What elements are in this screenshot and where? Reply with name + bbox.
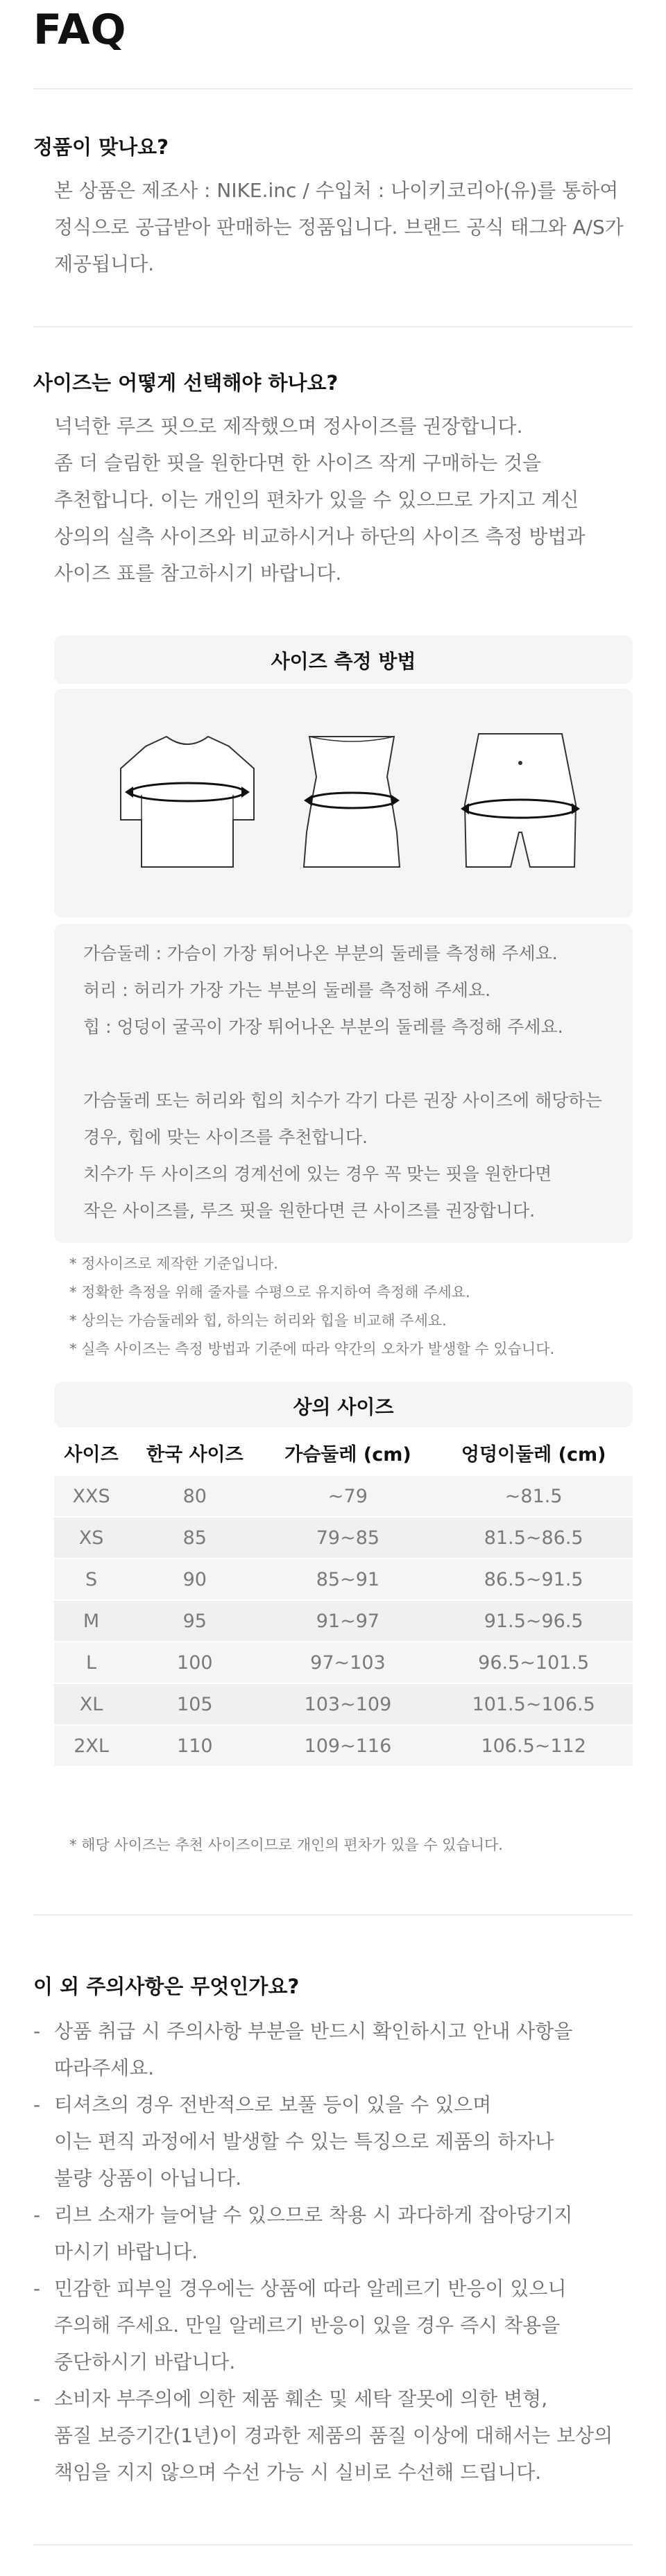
- answer-line: 좀 더 슬림한 핏을 원한다면 한 사이즈 작게 구매하는 것을: [54, 452, 542, 474]
- bullet-text: 리브 소재가 늘어날 수 있으므로 착용 시 과다하게 잡아당기지: [54, 2204, 573, 2226]
- bullet-dash: -: [33, 2093, 41, 2116]
- table-cell: 110: [128, 1724, 261, 1766]
- table-cell: ~81.5: [434, 1475, 633, 1516]
- answer-line: 넉넉한 루즈 핏으로 제작했으며 정사이즈를 권장합니다.: [54, 415, 523, 438]
- table-cell: 85: [128, 1516, 261, 1558]
- table-cell: 106.5~112: [434, 1724, 633, 1766]
- table-row: [54, 1558, 633, 1599]
- answer-authentic: [54, 172, 624, 282]
- measure-line: 치수가 두 사이즈의 경계선에 있는 경우 꼭 맞는 핏을 원한다면: [83, 1164, 552, 1184]
- list-item: [33, 2270, 613, 2380]
- divider: [33, 326, 633, 327]
- table-cell: 2XL: [54, 1724, 128, 1766]
- table-cell: XS: [54, 1516, 128, 1558]
- table-cell: 81.5~86.5: [434, 1516, 633, 1558]
- table-cell: 85~91: [261, 1558, 434, 1599]
- bullet-text: 따라주세요.: [54, 2056, 155, 2079]
- measure-title: 사이즈 측정 방법: [271, 650, 416, 673]
- bullet-text: 책임을 지지 않으며 수선 가능 시 실비로 수선해 드립니다.: [54, 2461, 542, 2484]
- answer-size-select: [54, 408, 586, 592]
- bullet-text: 소비자 부주의에 의한 제품 훼손 및 세탁 잘못에 의한 변형,: [54, 2387, 548, 2410]
- answer-line: 추천합니다. 이는 개인의 편차가 있을 수 있으므로 가지고 계신: [54, 488, 579, 511]
- bullet-text: 민감한 피부일 경우에는 상품에 따라 알레르기 반응이 있으니: [54, 2277, 567, 2300]
- measure-notes: [69, 1250, 554, 1364]
- answer-line: 본 상품은 제조사 : NIKE.inc / 수입처 : 나이키코리아(유)를 통하여: [54, 179, 619, 202]
- table-cell: 96.5~101.5: [434, 1641, 633, 1683]
- table-cell: 91~97: [261, 1599, 434, 1641]
- note-line: * 상의는 가슴둘레와 힙, 하의는 허리와 힙을 비교해 주세요.: [69, 1312, 447, 1329]
- bullet-dash: -: [33, 2020, 41, 2043]
- table-cell: 105: [128, 1683, 261, 1724]
- bullet-dash: -: [33, 2277, 41, 2300]
- size-table-header: 가슴둘레 (cm): [261, 1430, 434, 1475]
- size-table-note: * 해당 사이즈는 추천 사이즈이므로 개인의 편차가 있을 수 있습니다.: [69, 1837, 503, 1853]
- measure-line: 작은 사이즈를, 루즈 핏을 원한다면 큰 사이즈를 권장합니다.: [83, 1201, 536, 1221]
- table-row: [54, 1475, 633, 1516]
- size-table-header: 엉덩이둘레 (cm): [434, 1430, 633, 1475]
- size-table-header-row: [54, 1430, 633, 1475]
- cautions-list: [33, 2013, 613, 2491]
- table-cell: XXS: [54, 1475, 128, 1516]
- question-cautions: 이 외 주의사항은 무엇인가요?: [33, 1975, 300, 1998]
- list-item: [33, 2380, 613, 2491]
- measure-line: [83, 1045, 602, 1082]
- question-size-select: 사이즈는 어떻게 선택해야 하나요?: [33, 371, 339, 395]
- table-cell: 79~85: [261, 1516, 434, 1558]
- measure-line: 허리 : 허리가 가장 가는 부분의 둘레를 측정해 주세요.: [83, 980, 491, 1000]
- size-table-header: 한국 사이즈: [128, 1430, 261, 1475]
- table-cell: M: [54, 1599, 128, 1641]
- table-cell: 109~116: [261, 1724, 434, 1766]
- bullet-dash: -: [33, 2387, 41, 2410]
- answer-line: 상의의 실측 사이즈와 비교하시거나 하단의 사이즈 측정 방법과: [54, 525, 586, 548]
- table-cell: ~79: [261, 1475, 434, 1516]
- measure-line: 힙 : 엉덩이 굴곡이 가장 튀어나온 부분의 둘레를 측정해 주세요.: [83, 1017, 563, 1037]
- table-cell: 101.5~106.5: [434, 1683, 633, 1724]
- table-cell: 80: [128, 1475, 261, 1516]
- table-row: [54, 1641, 633, 1683]
- table-cell: 97~103: [261, 1641, 434, 1683]
- bullet-text: 이는 편직 과정에서 발생할 수 있는 특징으로 제품의 하자나: [54, 2130, 554, 2153]
- faq-title: FAQ: [33, 6, 127, 54]
- bullet-text: 중단하시기 바랍니다.: [54, 2351, 236, 2373]
- bullet-text: 주의해 주세요. 만일 알레르기 반응이 있을 경우 즉시 착용을: [54, 2314, 561, 2337]
- bullet-text: 상품 취급 시 주의사항 부분을 반드시 확인하시고 안내 사항을: [54, 2020, 573, 2043]
- measure-line: 경우, 힙에 맞는 사이즈를 추천합니다.: [83, 1127, 368, 1147]
- note-line: * 실측 사이즈는 측정 방법과 기준에 따라 약간의 오차가 발생할 수 있습니다.: [69, 1341, 555, 1357]
- note-line: * 정사이즈로 제작한 기준입니다.: [69, 1255, 278, 1272]
- hip-measure-icon: [458, 728, 583, 874]
- measure-line: 가슴둘레 또는 허리와 힙의 치수가 각기 다른 권장 사이즈에 해당하는: [83, 1090, 602, 1110]
- bullet-text: 품질 보증기간(1년)이 경과한 제품의 품질 이상에 대해서는 보상의: [54, 2424, 613, 2447]
- chest-measure-icon: [118, 728, 257, 874]
- divider: [33, 88, 633, 89]
- table-cell: 86.5~91.5: [434, 1558, 633, 1599]
- answer-line: 사이즈 표를 참고하시기 바랍니다.: [54, 562, 342, 585]
- table-row: [54, 1516, 633, 1558]
- bullet-dash: -: [33, 2204, 41, 2226]
- size-table-header: 사이즈: [54, 1430, 128, 1475]
- size-table-title: 상의 사이즈: [293, 1396, 394, 1418]
- waist-measure-icon: [300, 728, 404, 874]
- note-line: * 정확한 측정을 위해 줄자를 수평으로 유지하여 측정해 주세요.: [69, 1284, 470, 1300]
- measure-instructions: [83, 935, 602, 1229]
- measure-line: 가슴둘레 : 가슴이 가장 튀어나온 부분의 둘레를 측정해 주세요.: [83, 943, 558, 963]
- divider: [33, 2544, 633, 2545]
- bullet-text: 마시기 바랍니다.: [54, 2240, 198, 2263]
- question-authentic: 정품이 맞나요?: [33, 135, 169, 159]
- table-cell: 103~109: [261, 1683, 434, 1724]
- list-item: [33, 2013, 613, 2086]
- size-table: [54, 1430, 633, 1766]
- table-cell: XL: [54, 1683, 128, 1724]
- divider: [33, 1914, 633, 1916]
- table-cell: 100: [128, 1641, 261, 1683]
- answer-line: 제공됩니다.: [54, 252, 155, 275]
- table-cell: 90: [128, 1558, 261, 1599]
- list-item: [33, 2197, 613, 2270]
- bullet-text: 불량 상품이 아닙니다.: [54, 2167, 242, 2190]
- table-cell: L: [54, 1641, 128, 1683]
- table-row: [54, 1724, 633, 1766]
- table-row: [54, 1599, 633, 1641]
- bullet-text: 티셔츠의 경우 전반적으로 보풀 등이 있을 수 있으며: [54, 2093, 492, 2116]
- table-cell: 95: [128, 1599, 261, 1641]
- table-cell: 91.5~96.5: [434, 1599, 633, 1641]
- table-row: [54, 1683, 633, 1724]
- list-item: [33, 2086, 613, 2197]
- answer-line: 정식으로 공급받아 판매하는 정품입니다. 브랜드 공식 태그와 A/S가: [54, 216, 624, 239]
- table-cell: S: [54, 1558, 128, 1599]
